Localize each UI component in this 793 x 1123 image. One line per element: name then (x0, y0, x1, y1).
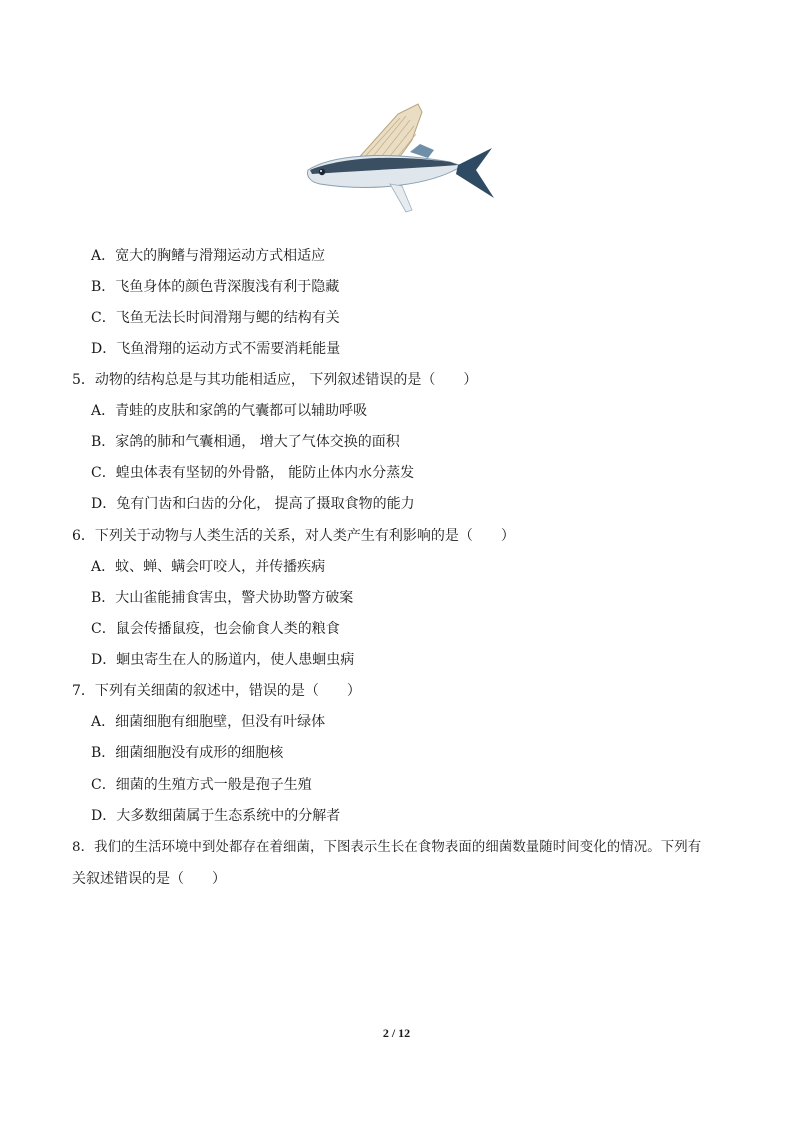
q4-option-a: A．宽大的胸鳍与滑翔运动方式相适应 (91, 248, 326, 264)
page-number: 2 / 12 (382, 1026, 411, 1040)
q6-option-a: A．蚊、蝉、螨会叮咬人，并传播疾病 (91, 559, 326, 575)
q7-option-c: C．细菌的生殖方式一般是孢子生殖 (91, 777, 312, 793)
q6-option-c: C．鼠会传播鼠疫，也会偷食人类的粮食 (91, 621, 340, 637)
flying-fish-illustration (300, 100, 500, 218)
q4-option-b: B．飞鱼身体的颜色背深腹浅有利于隐藏 (91, 279, 340, 295)
q6-stem: 6．下列关于动物与人类生活的关系，对人类产生有利影响的是（ ） (72, 528, 515, 544)
q4-option-c: C．飞鱼无法长时间滑翔与鳃的结构有关 (91, 310, 340, 326)
q5-option-b: B．家鸽的肺和气囊相通， 增大了气体交换的面积 (91, 434, 400, 450)
q5-stem: 5．动物的结构总是与其功能相适应， 下列叙述错误的是（ ） (72, 372, 478, 388)
q7-option-b: B．细菌细胞没有成形的细胞核 (91, 745, 284, 761)
q8-stem-line2: 关叙述错误的是（ ） (72, 871, 226, 887)
q8-stem-line1: 8．我们的生活环境中到处都存在着细菌，下图表示生长在食物表面的细菌数量随时间变化的情况。下列有 (72, 840, 702, 855)
q7-stem: 7．下列有关细菌的叙述中，错误的是（ ） (72, 683, 361, 699)
q5-option-c: C．蝗虫体表有坚韧的外骨骼， 能防止体内水分蒸发 (91, 465, 415, 481)
q6-option-d: D．蛔虫寄生在人的肠道内，使人患蛔虫病 (91, 652, 355, 668)
q7-option-a: A．细菌细胞有细胞壁，但没有叶绿体 (91, 714, 326, 730)
q5-option-d: D．兔有门齿和臼齿的分化， 提高了摄取食物的能力 (91, 496, 415, 512)
q6-option-b: B．大山雀能捕食害虫，警犬协助警方破案 (91, 590, 354, 606)
q7-option-d: D．大多数细菌属于生态系统中的分解者 (91, 808, 341, 824)
q4-option-d: D．飞鱼滑翔的运动方式不需要消耗能量 (91, 341, 341, 357)
q5-option-a: A．青蛙的皮肤和家鸽的气囊都可以辅助呼吸 (91, 403, 368, 419)
